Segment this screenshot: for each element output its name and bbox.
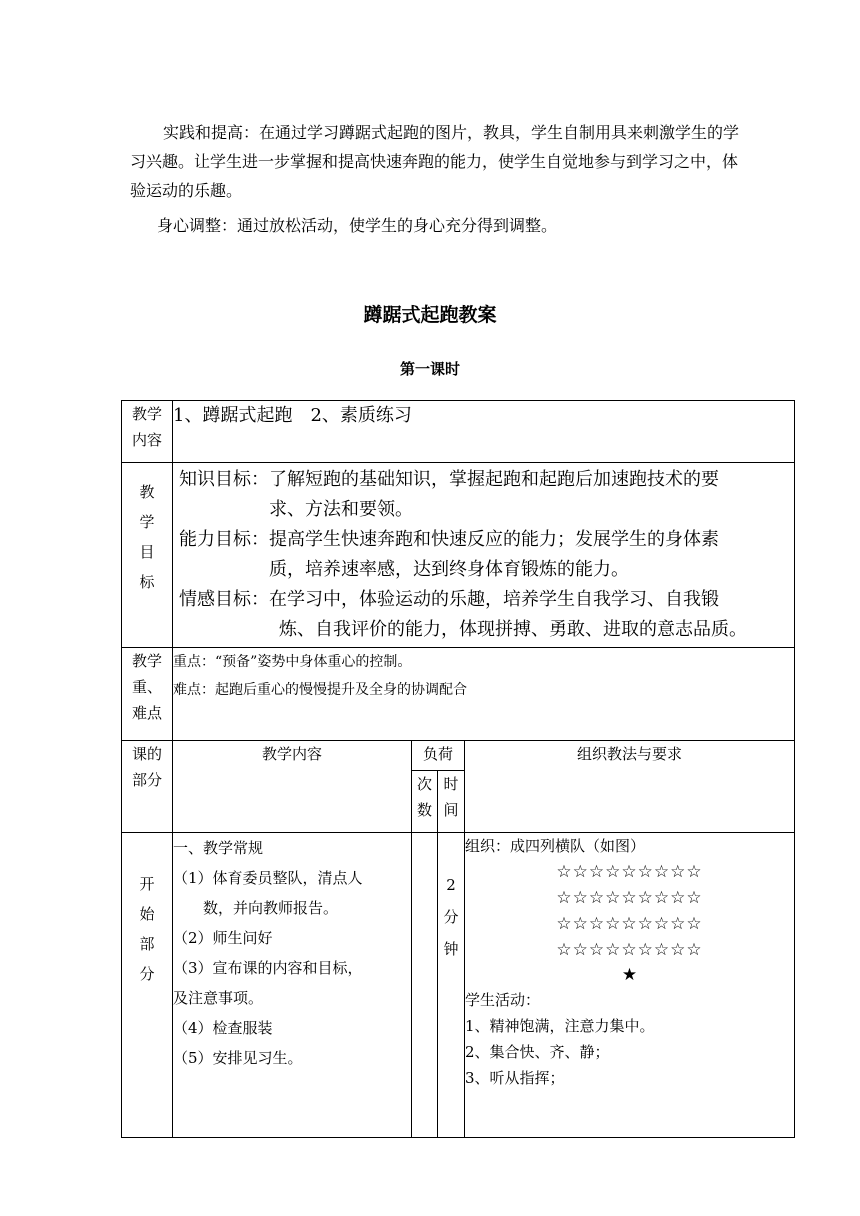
key-points-label: 教学 重、 难点 [122,648,173,741]
goals-row [122,463,795,648]
start-count [412,833,438,1138]
header-count: 次 数 [412,771,438,833]
formation-row-3: ☆☆☆☆☆☆☆☆☆ [556,914,703,934]
formation-row-2: ☆☆☆☆☆☆☆☆☆ [556,888,703,908]
header-time: 时 间 [438,771,465,833]
document-title: 蹲踞式起跑教案 [363,304,497,326]
header-org: 组织教法与要求 [465,741,795,833]
student-activity-3: 3、听从指挥； [465,1069,565,1087]
content-label: 教学 内容 [122,401,173,463]
start-content-list: 一、教学常规 （1）体育委员整队，清点人 数，并向教师报告。 （2）师生问好 （3）宣布课的内容和目标， 及注意事项。 （4）检查服装 （5）安排见习生。 [173,833,412,1138]
goal-ability: 能力目标：提高学生快速奔跑和快速反应的能力；发展学生的身体素 质，培养速率感，达到终身体育锻炼的能力。 [179,529,719,580]
start-part-label: 开 始 部 分 [122,833,173,1138]
teacher-star-icon: ★ [621,965,638,985]
intro-text [130,118,742,240]
difficulty-point: 难点：起跑后重心的慢慢提升及全身的协调配合 [173,682,467,698]
formation-row-4: ☆☆☆☆☆☆☆☆☆ [556,940,703,960]
content-value: 1、蹲踞式起跑 2、素质练习 [173,401,795,463]
goals-label: 教 学 目 标 [122,463,173,648]
key-point: 重点：“预备”姿势中身体重心的控制。 [173,654,412,670]
lesson-subtitle: 第一课时 [399,360,460,378]
intro-paragraph-adjust: 身心调整：通过放松活动，使学生的身心充分得到调整。 [157,216,558,235]
goals-content [173,463,795,648]
key-points-row [122,648,795,741]
student-activity-title: 学生活动： [465,991,541,1009]
goal-knowledge: 知识目标：了解短跑的基础知识，掌握起跑和起跑后加速跑技术的要 求、方法和要领。 [179,469,719,520]
intro-paragraph-practice: 实践和提高：在通过学习蹲踞式起跑的图片，教具，学生自制用具来刺激学生的学习兴趣。让学生进一步掌握和提高快速奔跑的能力，使学生自觉地参与到学习之中，体验运动的乐趣。 [130,123,740,200]
header-load: 负荷 [412,741,465,771]
header-part: 课的 部分 [122,741,173,833]
lesson-plan-table [121,400,795,1138]
header-row [122,741,795,771]
student-activity-2: 2、集合快、齐、静； [465,1043,610,1061]
start-section-row [122,833,795,1138]
start-time: 2 分 钟 [438,833,465,1138]
header-content: 教学内容 [173,741,412,833]
org-title: 组织：成四列横队（如图） [465,837,646,855]
start-organization [465,833,795,1138]
student-activity-1: 1、精神饱满，注意力集中。 [465,1017,655,1035]
key-points-content [173,648,795,741]
formation-row-1: ☆☆☆☆☆☆☆☆☆ [556,862,703,882]
goal-emotion: 情感目标：在学习中，体验运动的乐趣，培养学生自我学习、自我锻 炼、自我评价的能力，体现拼搏、勇敢、进取的意志品质。 [179,589,747,640]
content-row [122,401,795,463]
